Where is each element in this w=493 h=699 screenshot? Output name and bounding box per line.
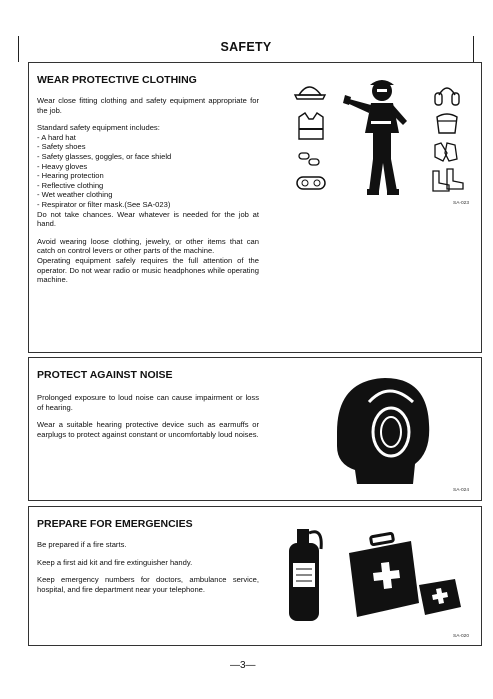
list-item: - Safety glasses, goggles, or face shield	[37, 151, 172, 161]
hard-hat-icon	[295, 87, 325, 99]
emergency-paragraph-2: Keep a first aid kit and fire extinguisher handy.	[37, 557, 193, 567]
figure-code: SA-024	[453, 488, 469, 493]
after-list-paragraph: Do not take chances. Wear whatever is needed for the job at hand.	[37, 209, 259, 229]
protective-clothing-illustration	[287, 73, 477, 203]
list-item: - Reflective clothing	[37, 180, 104, 190]
first-aid-kit-icon	[349, 533, 419, 617]
intro-paragraph: Wear close fitting clothing and safety equipment appropriate for the job.	[37, 96, 259, 115]
earplugs-icon	[299, 153, 319, 165]
section-protective-clothing	[28, 62, 482, 353]
list-item: - Heavy gloves	[37, 161, 88, 171]
fire-extinguisher-icon	[289, 529, 321, 621]
page-number: —3—	[230, 660, 256, 671]
list-item: - Respirator or filter mask.(See SA-023)	[37, 199, 171, 209]
gloves-icon	[435, 143, 457, 161]
hearing-protection-illustration	[317, 372, 437, 488]
section-body	[37, 96, 259, 285]
noise-paragraph-1: Prolonged exposure to loud noise can cause impairment or loss of hearing.	[37, 393, 259, 412]
worker-figure	[343, 80, 407, 195]
figure-code: SA-020	[453, 634, 469, 639]
list-item: - Hearing protection	[37, 171, 104, 181]
section-title: PROTECT AGAINST NOISE	[37, 369, 173, 381]
section-title: WEAR PROTECTIVE CLOTHING	[37, 74, 197, 86]
section-body	[37, 540, 259, 602]
safety-boots-icon	[433, 169, 463, 191]
figure-code: SA-023	[453, 201, 469, 206]
section-title: PREPARE FOR EMERGENCIES	[37, 518, 193, 530]
list-intro: Standard safety equipment includes:	[37, 123, 160, 133]
page-title: SAFETY	[220, 40, 272, 54]
attention-paragraph: Operating equipment safely requires the full attention of the operator. Do not wear radio or music headphones while operating machine.	[37, 255, 259, 285]
emergency-paragraph-1: Be prepared if a fire starts.	[37, 540, 127, 549]
list-item: - Safety shoes	[37, 142, 86, 152]
earmuffs-icon	[435, 88, 459, 105]
emergency-equipment-illustration	[279, 519, 469, 629]
section-emergencies	[28, 506, 482, 646]
face-shield-icon	[437, 114, 457, 133]
section-noise	[28, 357, 482, 501]
section-body	[37, 393, 259, 447]
noise-paragraph-2: Wear a suitable hearing protective device such as earmuffs or earplugs to protect against constant or uncomfortably loud noises.	[37, 420, 259, 439]
reflective-vest-icon	[299, 113, 323, 139]
list-item: - A hard hat	[37, 132, 76, 142]
loose-clothing-paragraph: Avoid wearing loose clothing, jewelry, or other items that can catch on control levers or other parts of the machine.	[37, 236, 259, 256]
emergency-paragraph-3: Keep emergency numbers for doctors, ambulance service, hospital, and fire department near your telephone.	[37, 575, 259, 594]
goggles-icon	[297, 177, 325, 189]
equipment-list	[37, 133, 259, 210]
list-item: - Wet weather clothing	[37, 190, 113, 200]
small-first-aid-kit-icon	[419, 579, 461, 615]
